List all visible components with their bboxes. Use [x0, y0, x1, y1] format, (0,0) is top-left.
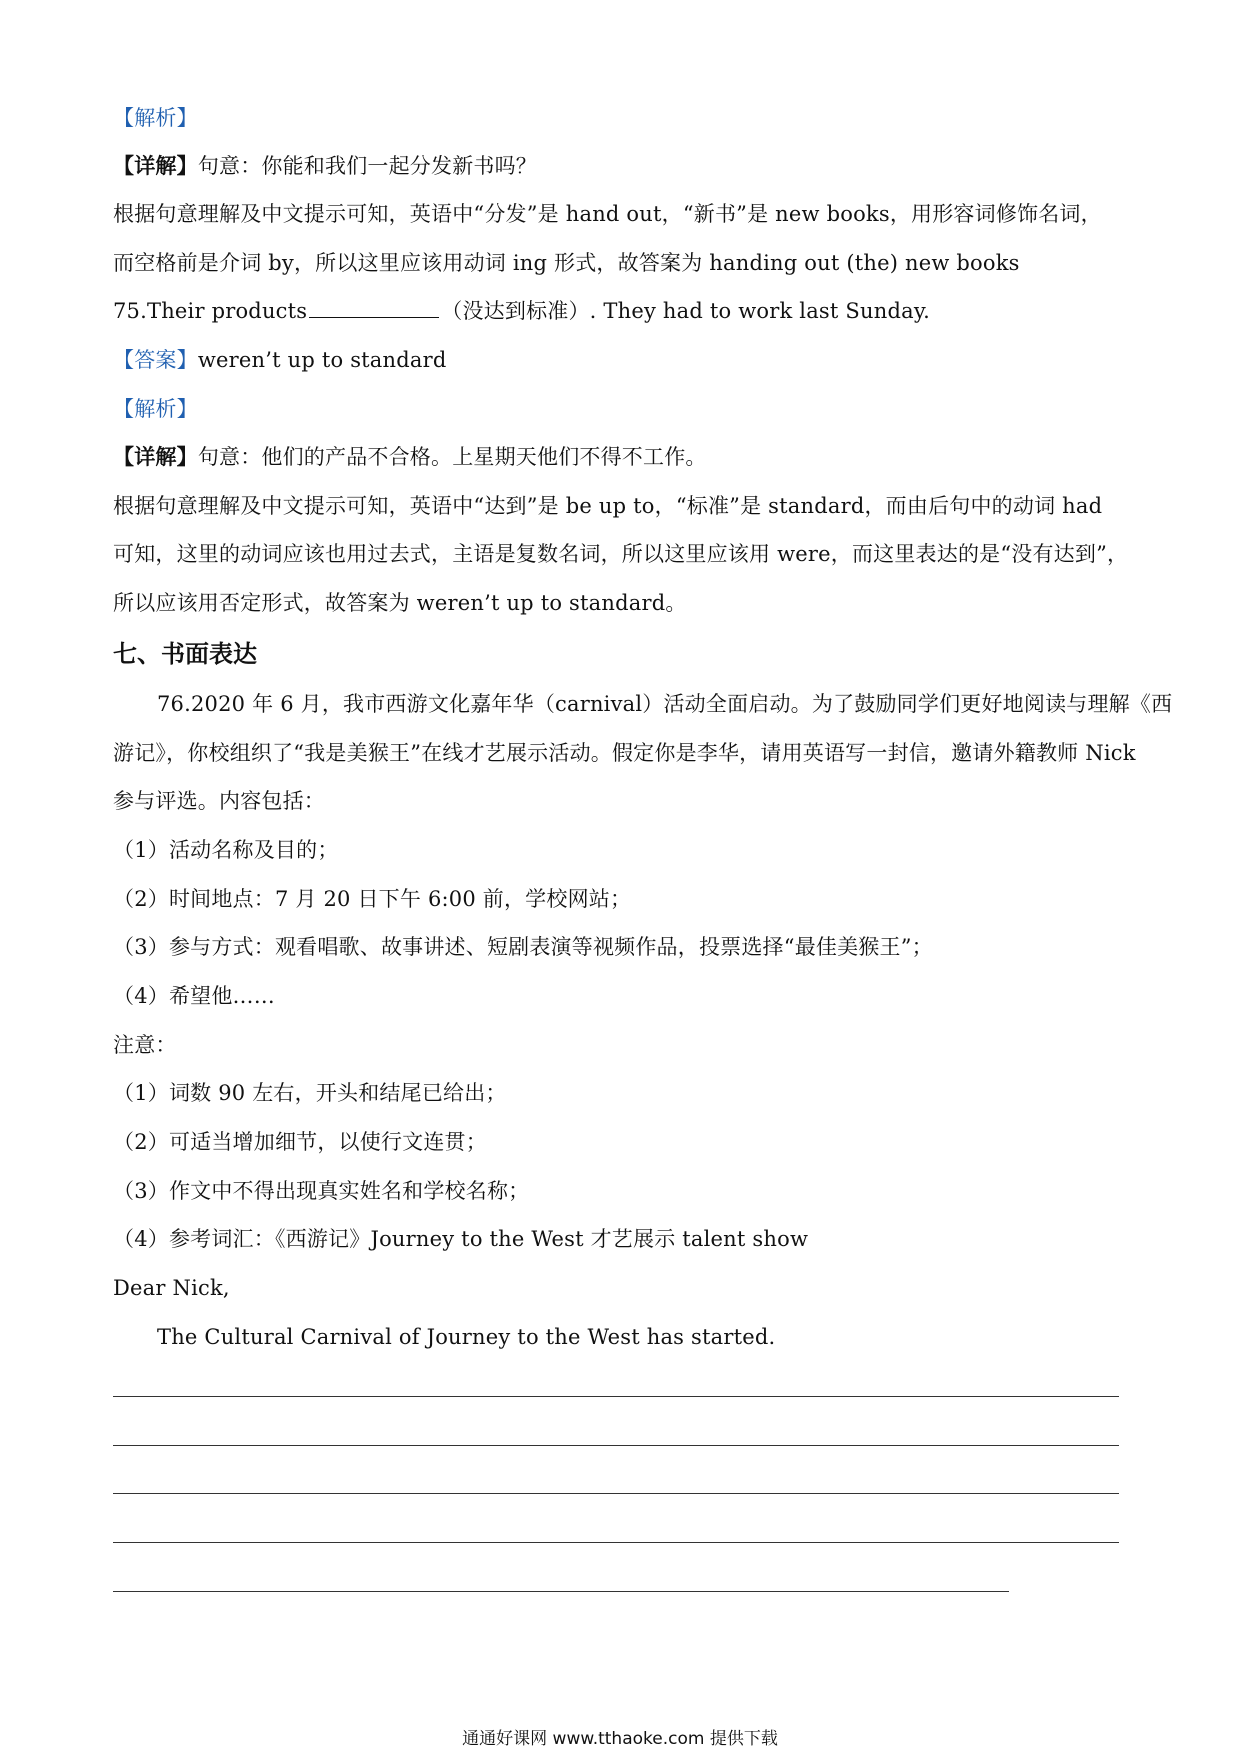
q74-detail-text: 句意：你能和我们一起分发新书吗？ [197, 154, 538, 178]
content-item: （4）希望他…… [113, 984, 275, 1008]
content-item: （3）参与方式：观看唱歌、故事讲述、短剧表演等视频作品，投票选择“最佳美猴王”； [113, 935, 933, 959]
writing-line [113, 1493, 1119, 1494]
note-item: （3）作文中不得出现真实姓名和学校名称； [113, 1179, 530, 1203]
q74-explain-line-2: 而空格前是介词 by，所以这里应该用动词 ing 形式，故答案为 handing out (the) new books [113, 251, 1020, 275]
letter-opening: The Cultural Carnival of Journey to the West has started. [157, 1325, 776, 1349]
note-item: （1）词数 90 左右，开头和结尾已给出； [113, 1081, 507, 1105]
q74-detail-tag: 【详解】 [113, 153, 198, 178]
q75-explain-line-2: 可知，这里的动词应该也用过去式，主语是复数名词，所以这里应该用 were，而这里表达的是“没有达到”， [113, 542, 1129, 566]
writing-line [113, 1445, 1119, 1446]
q75-answer-tag: 【答案】 [113, 348, 198, 372]
note-item: （2）可适当增加细节，以使行文连贯； [113, 1130, 487, 1154]
letter-greeting: Dear Nick, [113, 1276, 230, 1300]
q74-analysis-tag: 【解析】 [113, 106, 198, 130]
section-title: 七、书面表达 [113, 640, 257, 668]
page-footer: 通通好课网 www.tthaoke.com 提供下载 [462, 1729, 778, 1749]
q74-explain-line-1: 根据句意理解及中文提示可知，英语中“分发”是 hand out，“新书”是 new books，用形容词修饰名词， [113, 202, 1102, 226]
q75-analysis-tag: 【解析】 [113, 397, 198, 421]
content-item: （2）时间地点：7 月 20 日下午 6:00 前，学校网站； [113, 887, 632, 911]
q75-suffix: （没达到标准）. They had to work last Sunday. [441, 299, 930, 323]
writing-prompt-line-1: 76.2020 年 6 月，我市西游文化嘉年华（carnival）活动全面启动。为了鼓励同学们更好地阅读与理解《西 [157, 692, 1173, 716]
content-item: （1）活动名称及目的； [113, 838, 339, 862]
q74-detail [113, 152, 537, 180]
note-item: （4）参考词汇：《西游记》Journey to the West 才艺展示 talent show [113, 1227, 809, 1251]
writing-line [113, 1542, 1119, 1543]
writing-line [113, 1591, 1009, 1592]
writing-prompt-line-2: 游记》，你校组织了“我是美猴王”在线才艺展示活动。假定你是李华，请用英语写一封信，邀请外籍教师 Nick [113, 741, 1136, 765]
q75-question [113, 297, 930, 325]
q75-answer [113, 346, 447, 374]
notes-label: 注意： [113, 1033, 177, 1057]
q75-explain-line-3: 所以应该用否定形式，故答案为 weren’t up to standard。 [113, 591, 687, 615]
q75-detail-text: 句意：他们的产品不合格。上星期天他们不得不工作。 [197, 445, 707, 469]
q75-explain-line-1: 根据句意理解及中文提示可知，英语中“达到”是 be up to，“标准”是 standard，而由后句中的动词 had [113, 494, 1103, 518]
q75-detail [113, 443, 707, 471]
writing-prompt-line-3: 参与评选。内容包括： [113, 789, 325, 813]
writing-line [113, 1396, 1119, 1397]
q75-answer-blank [309, 299, 439, 318]
q75-detail-tag: 【详解】 [113, 444, 198, 469]
q75-answer-text: weren’t up to standard [197, 348, 447, 372]
q75-prefix: 75.Their products [113, 299, 308, 323]
